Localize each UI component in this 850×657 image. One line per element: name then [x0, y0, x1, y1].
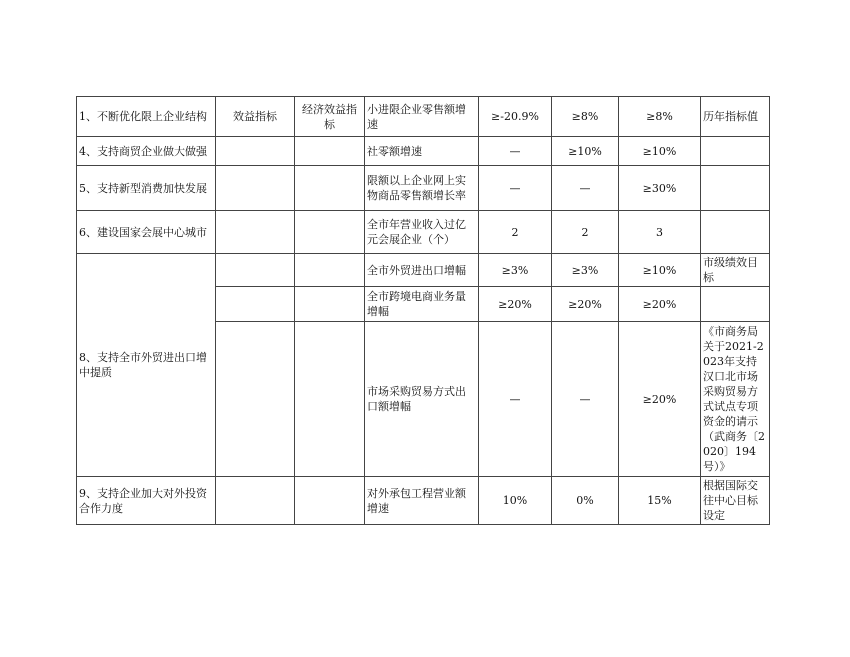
category-cell [216, 211, 295, 254]
value-cell: — [479, 166, 552, 211]
value-cell: 2 [552, 211, 619, 254]
basis-cell [701, 137, 770, 166]
subcategory-cell [295, 137, 365, 166]
subcategory-cell: 经济效益指标 [295, 97, 365, 137]
value-cell: — [479, 137, 552, 166]
indicator-cell: 全市年营业收入过亿元会展企业（个） [365, 211, 479, 254]
table-row [77, 137, 770, 166]
category-cell [216, 287, 295, 322]
value-cell: ≥10% [619, 137, 701, 166]
indicator-cell: 社零额增速 [365, 137, 479, 166]
value-cell: — [479, 322, 552, 477]
value-cell: 15% [619, 477, 701, 525]
table-row [77, 254, 770, 287]
category-cell [216, 166, 295, 211]
category-cell [216, 254, 295, 287]
value-cell: ≥20% [552, 287, 619, 322]
category-cell [216, 322, 295, 477]
value-cell: ≥20% [619, 287, 701, 322]
table-row [77, 97, 770, 137]
task-cell: 6、建设国家会展中心城市 [77, 211, 216, 254]
table-row [77, 477, 770, 525]
value-cell: — [552, 166, 619, 211]
subcategory-cell [295, 211, 365, 254]
indicator-cell: 全市外贸进出口增幅 [365, 254, 479, 287]
task-cell: 1、不断优化限上企业结构 [77, 97, 216, 137]
value-cell: 2 [479, 211, 552, 254]
table-row [77, 211, 770, 254]
value-cell: ≥-20.9% [479, 97, 552, 137]
task-cell: 5、支持新型消费加快发展 [77, 166, 216, 211]
indicator-cell: 小进限企业零售额增速 [365, 97, 479, 137]
indicator-cell: 市场采购贸易方式出口额增幅 [365, 322, 479, 477]
value-cell: ≥20% [619, 322, 701, 477]
value-cell: ≥8% [619, 97, 701, 137]
value-cell: ≥20% [479, 287, 552, 322]
task-cell: 4、支持商贸企业做大做强 [77, 137, 216, 166]
basis-cell [701, 166, 770, 211]
indicator-cell: 全市跨境电商业务量增幅 [365, 287, 479, 322]
category-cell [216, 137, 295, 166]
subcategory-cell [295, 166, 365, 211]
value-cell: ≥3% [479, 254, 552, 287]
task-cell: 8、支持全市外贸进出口增中提质 [77, 254, 216, 477]
table-row [77, 166, 770, 211]
value-cell: 0% [552, 477, 619, 525]
performance-indicator-table [76, 96, 770, 525]
indicator-cell: 限额以上企业网上实物商品零售额增长率 [365, 166, 479, 211]
value-cell: ≥10% [619, 254, 701, 287]
indicator-cell: 对外承包工程营业额增速 [365, 477, 479, 525]
value-cell: ≥10% [552, 137, 619, 166]
value-cell: ≥30% [619, 166, 701, 211]
subcategory-cell [295, 287, 365, 322]
value-cell: 10% [479, 477, 552, 525]
value-cell: — [552, 322, 619, 477]
basis-cell: 历年指标值 [701, 97, 770, 137]
basis-cell [701, 287, 770, 322]
basis-cell: 市级绩效目标 [701, 254, 770, 287]
task-cell: 9、支持企业加大对外投资合作力度 [77, 477, 216, 525]
value-cell: ≥3% [552, 254, 619, 287]
value-cell: ≥8% [552, 97, 619, 137]
basis-cell: 《市商务局关于2021-2023年支持汉口北市场采购贸易方式试点专项资金的请示（武商务〔2020〕194号）》 [701, 322, 770, 477]
subcategory-cell [295, 254, 365, 287]
basis-cell: 根据国际交往中心目标设定 [701, 477, 770, 525]
category-cell [216, 477, 295, 525]
category-cell: 效益指标 [216, 97, 295, 137]
subcategory-cell [295, 322, 365, 477]
basis-cell [701, 211, 770, 254]
subcategory-cell [295, 477, 365, 525]
value-cell: 3 [619, 211, 701, 254]
